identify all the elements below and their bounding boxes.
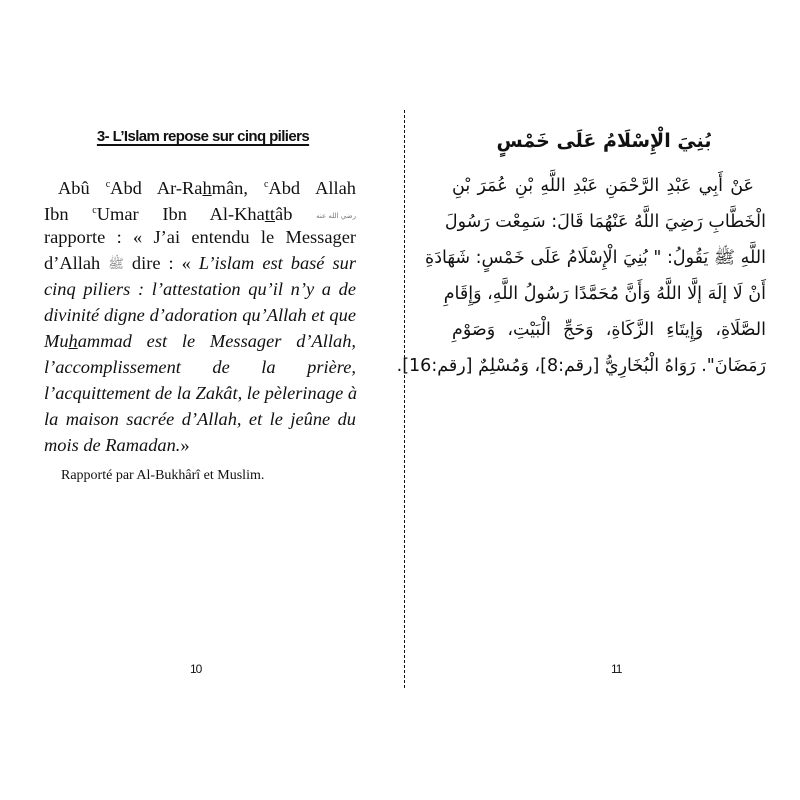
text-line: Muhammad est le Messager d’Allah,	[44, 331, 356, 351]
text-line: d’Allah ﷺ dire : « L’islam est basé sur	[44, 250, 356, 276]
arabic-text-line: أَنْ لَا إلَهَ إلَّا اللَّهُ وَأَنَّ مُحَمَّدًا رَسُولُ اللَّهِ، وَإِقَامِ	[443, 284, 766, 304]
text-line: l’acquittement de la Zakât, le pèlerinage à	[44, 383, 358, 403]
text-line: cinq piliers : l’attestation qu’il n’y a de	[44, 279, 356, 299]
arabic-text-line: عَنْ أَبِي عَبْدِ الرَّحْمَنِ عَبْدِ اللَّهِ بْنِ عُمَرَ بْنِ	[452, 176, 754, 196]
right-page	[396, 0, 800, 800]
text-line: Ibn $^c$Umar Ibn Al-Khattâb رضي الله عنه	[44, 198, 356, 224]
arabic-text-line: الْخَطَّابِ رَضِيَ اللَّهُ عَنْهُمَا قَالَ: سَمِعْت رَسُولَ	[444, 212, 766, 232]
text-line: Abû $^c$Abd Ar-Rahmân, $^c$Abd Allah	[58, 178, 356, 199]
page-fold-divider	[404, 110, 405, 688]
text-line: divinité digne d’adoration qu’Allah et que	[44, 305, 356, 325]
hadith-source: Rapporté par Al-Bukhârî et Muslim.	[61, 468, 265, 483]
text-line: la maison sacrée d’Allah, et le jeûne du	[44, 409, 356, 429]
section-title-french: 3- L’Islam repose sur cinq piliers	[96, 128, 310, 145]
hadith-french-text	[44, 172, 356, 458]
arabic-text-line: اللَّهِ ﷺ يَقُولُ: " بُنِيَ الْإِسْلَامُ عَلَى خَمْسٍ: شَهَادَةِ	[425, 248, 766, 268]
text-line: mois de Ramadan.»	[44, 435, 190, 455]
salla-allahu-alayhi-icon: ﷺ	[108, 256, 124, 272]
page-number-left: 10	[190, 662, 202, 676]
arabic-text-line: الصَّلَاةِ، وَإِيتَاءِ الزَّكَاةِ، وَحَجِّ الْبَيْتِ، وَصَوْمِ	[452, 320, 766, 340]
section-title-arabic: بُنِيَ الْإِسْلَامُ عَلَى خَمْسٍ	[496, 130, 712, 152]
hadith-arabic-text	[396, 168, 766, 384]
radiya-allahu-anhu-icon: رضي الله عنه	[316, 211, 356, 220]
arabic-text-line: رَمَضَانَ". رَوَاهُ الْبُخَارِيُّ [رقم:8]، وَمُسْلِمٌ [رقم:16].	[396, 356, 766, 376]
text-line: rapporte : « J’ai entendu le Messager	[44, 227, 356, 247]
text-line: l’accomplissement de la prière,	[44, 357, 356, 377]
page-number-right: 11	[611, 662, 622, 676]
